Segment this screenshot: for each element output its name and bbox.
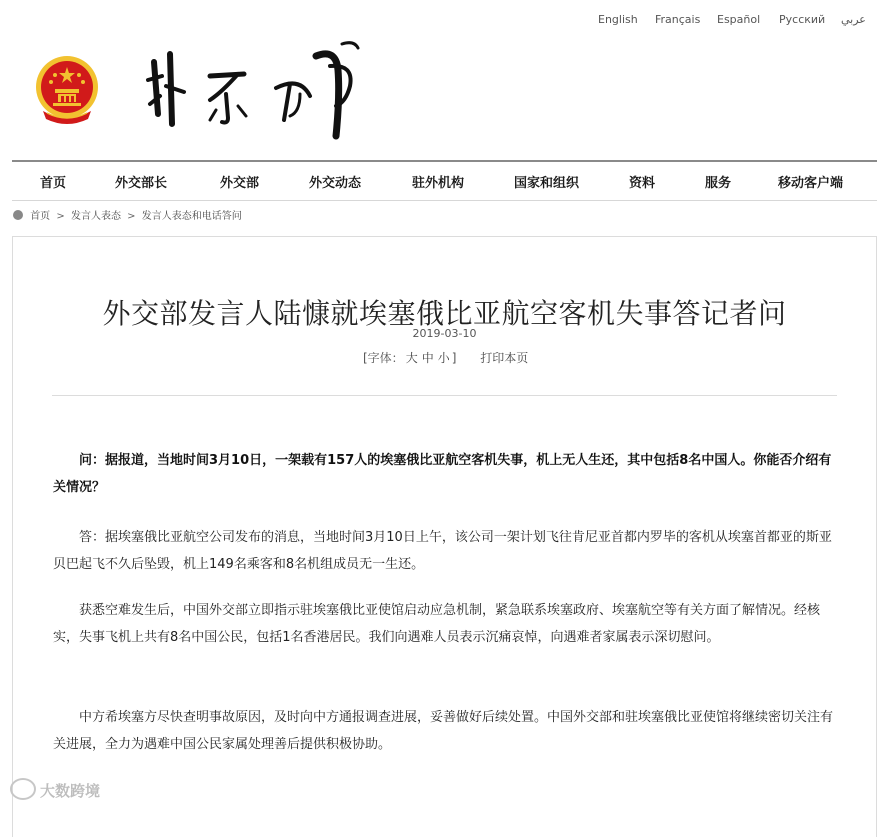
- ministry-calligraphy-logo: [140, 36, 375, 148]
- breadcrumb-separator: >: [127, 211, 136, 222]
- font-size-small-button[interactable]: 小: [437, 351, 450, 365]
- font-size-medium-button[interactable]: 中: [421, 351, 434, 365]
- lang-arabic-link[interactable]: عربي: [841, 13, 866, 26]
- answer-paragraph: 中方希埃塞方尽快查明事故原因，及时向中方通报调查进展，妥善做好后续处置。中国外交部和驻埃塞俄比亚使馆将继续密切关注有关进展，全力为遇难中国公民家属处理善后提供积极协助。: [53, 710, 834, 752]
- article-divider: [52, 395, 837, 396]
- breadcrumb-spokesperson[interactable]: 发言人表态: [70, 211, 121, 222]
- lang-spanish-link[interactable]: Español: [717, 13, 761, 26]
- nav-item-countries-organizations[interactable]: 国家和组织: [514, 176, 580, 191]
- nav-item-ministry[interactable]: 外交部: [220, 176, 260, 191]
- article-panel: [12, 236, 877, 837]
- language-bar: [0, 13, 885, 31]
- answer-paragraph: 答：据埃塞俄比亚航空公司发布的消息，当地时间3月10日上午，该公司一架计划飞往肯尼亚首都内罗毕的客机从埃塞首都亚的斯亚贝巴起飞不久后坠毁，机上149名乘客和8名机组成员无一生还。: [53, 530, 832, 572]
- nav-item-mobile-client[interactable]: 移动客户端: [778, 176, 844, 191]
- article-title: 外交部发言人陆慷就埃塞俄比亚航空客机失事答记者问: [102, 296, 787, 330]
- question-paragraph: 问：据报道，当地时间3月10日，一架载有157人的埃塞俄比亚航空客机失事，机上无人生还，其中包括8名中国人。你能否介绍有关情况？: [53, 453, 832, 495]
- breadcrumb-home[interactable]: 首页: [30, 211, 51, 222]
- national-emblem-logo[interactable]: [33, 53, 101, 125]
- answer-paragraph: 获悉空难发生后，中国外交部立即指示驻埃塞俄比亚使馆启动应急机制，紧急联系埃塞政府、埃塞航空等有关方面了解情况。经核实，失事飞机上共有8名中国公民，包括1名香港居民。我们向遇难人员表示沉痛哀悼，向遇难者家属表示深切慰问。: [53, 603, 821, 645]
- font-size-close: ]: [451, 351, 457, 365]
- article-tools: [363, 349, 528, 366]
- lang-french-link[interactable]: Français: [655, 13, 701, 26]
- font-size-label: [字体：: [363, 351, 404, 365]
- location-icon: [13, 210, 23, 220]
- breadcrumb: [13, 207, 242, 221]
- breadcrumb-separator: >: [56, 211, 65, 222]
- nav-item-home[interactable]: 首页: [40, 176, 67, 191]
- nav-item-minister[interactable]: 外交部长: [115, 176, 168, 191]
- breadcrumb-current[interactable]: 发言人表态和电话答问: [141, 211, 242, 222]
- watermark-logo-icon: [10, 778, 36, 800]
- lang-russian-link[interactable]: Русский: [779, 13, 826, 26]
- main-nav: [12, 162, 877, 201]
- article-date: 2019-03-10: [412, 327, 477, 340]
- lang-english-link[interactable]: English: [598, 13, 638, 26]
- nav-item-missions-abroad[interactable]: 驻外机构: [412, 176, 465, 191]
- nav-item-resources[interactable]: 资料: [629, 176, 656, 191]
- nav-item-diplomatic-news[interactable]: 外交动态: [309, 176, 362, 191]
- print-page-button[interactable]: 打印本页: [480, 351, 529, 365]
- font-size-large-button[interactable]: 大: [405, 351, 418, 365]
- watermark: [10, 778, 100, 801]
- watermark-text: 大数跨境: [40, 782, 101, 800]
- nav-item-services[interactable]: 服务: [705, 176, 732, 191]
